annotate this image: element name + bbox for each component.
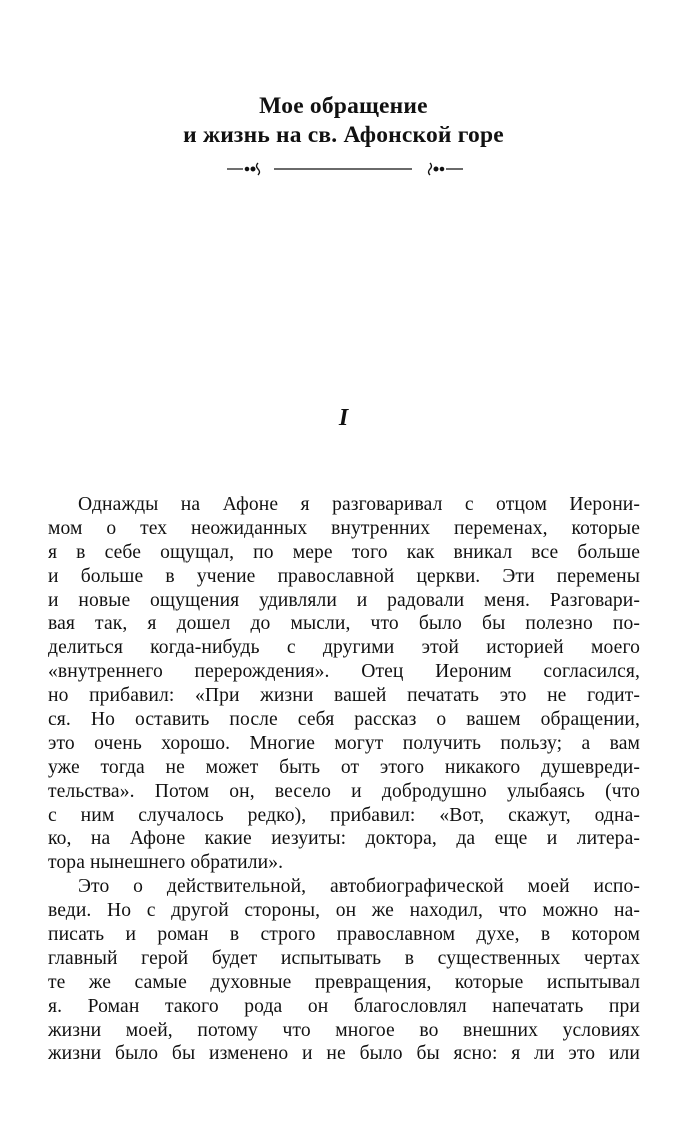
text-line: Это о действительной, автобиографической моей испо- [78,876,640,898]
text-line: главный герой будет испытывать в существенных чертах [48,947,640,969]
text-line: писать и роман в строго православном духе, в котором [48,924,640,946]
text-line: это очень хорошо. Многие могут получить пользу; а вам [48,732,640,754]
text-line: уже тогда не может быть от этого никакого душевреди- [48,756,640,778]
chapter-number: I [338,405,349,431]
text-line: тельства». Потом он, весело и добродушно улыбаясь (что [48,780,640,802]
text-line: и больше в учение православной церкви. Эти перемены [48,565,640,587]
body-text [48,493,640,1066]
text-line: с ним случалось редко), прибавил: «Вот, скажут, одна- [48,804,640,826]
chapter-title [0,92,687,150]
paragraph-1 [48,493,640,875]
text-line: тора нынешнего обратили». [48,852,284,874]
text-line: Однажды на Афоне я разговаривал с отцом Иерони- [78,494,640,515]
text-line: те же самые духовные превращения, которые испытывал [48,971,640,993]
title-line-2: и жизнь на св. Афонской горе [183,122,504,148]
text-line: вая так, я дошел до мысли, что было бы полезно по- [48,613,640,635]
text-line: жизни моей, потому что многое во внешних условиях [48,1019,640,1041]
text-line: я в себе ощущал, по мере того как вникал все больше [48,541,640,563]
text-line: мом о тех неожиданных внутренних переменах, которые [48,517,640,539]
text-line: я. Роман такого рода он благословлял напечатать при [48,995,640,1017]
text-line: но прибавил: «При жизни вашей печатать это не годит- [48,685,640,707]
paragraph-2 [48,875,640,1066]
text-line: ко, на Афоне какие иезуиты: доктора, да еще и литера- [48,828,640,850]
text-line: и новые ощущения удивляли и радовали меня. Разговари- [48,589,640,611]
ornament-divider [227,160,463,176]
text-line: делиться когда-нибудь с другими этой историей моего [48,637,640,659]
text-line: ся. Но оставить после себя рассказ о вашем обращении, [48,709,640,731]
text-line: «внутреннего перерождения». Отец Иероним согласился, [48,661,640,683]
text-line: жизни было бы изменено и не было бы ясно: я ли это или [48,1043,640,1065]
text-line: веди. Но с другой стороны, он же находил, что можно на- [48,900,640,922]
title-line-1: Мое обращение [259,93,428,119]
